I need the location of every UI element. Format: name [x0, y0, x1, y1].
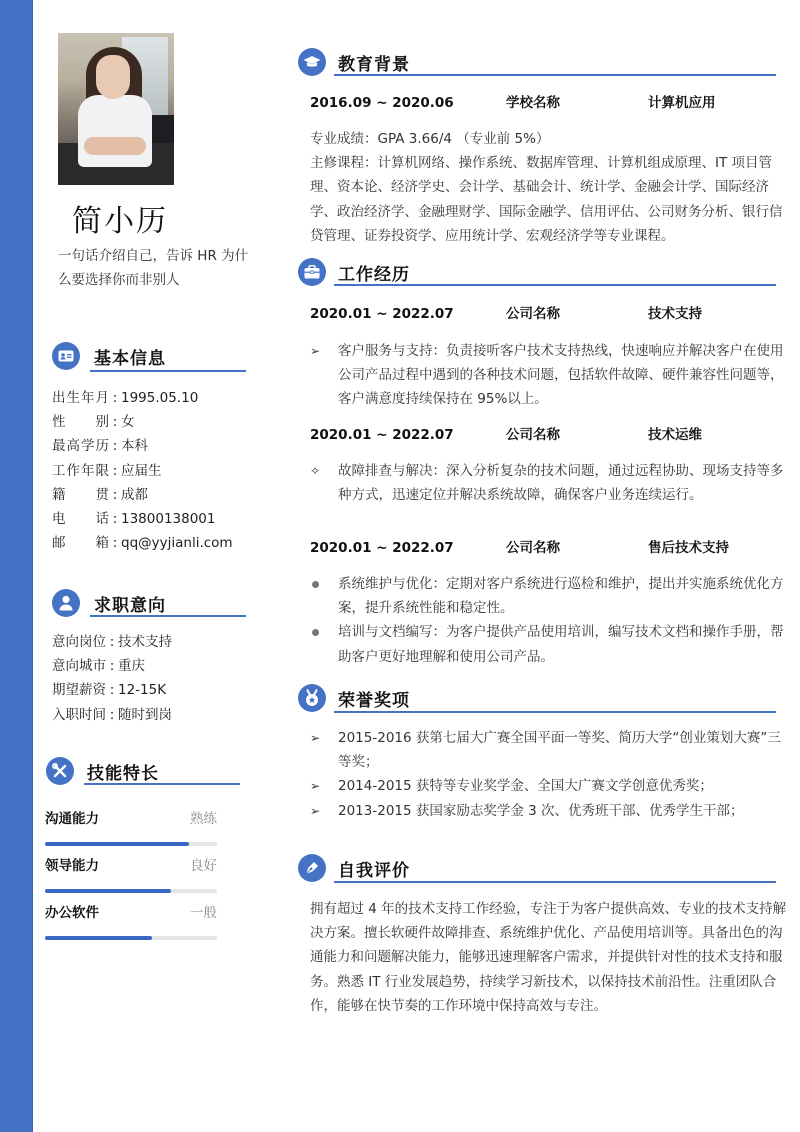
user-icon — [52, 589, 80, 617]
awards-title: 荣誉奖项 — [338, 690, 410, 711]
job-intent-underline — [90, 615, 246, 617]
profile-photo — [58, 33, 174, 185]
skill-name: 沟通能力 — [45, 811, 99, 827]
work-entry-header — [310, 424, 780, 446]
work-bullet — [310, 620, 788, 668]
company-name: 公司名称 — [506, 540, 560, 556]
skill-name: 办公软件 — [45, 905, 99, 921]
education-underline — [334, 74, 776, 76]
award-item — [310, 726, 788, 774]
field-value: 随时到岗 — [118, 706, 172, 723]
skill-item — [45, 902, 217, 940]
job-intent-heading — [52, 589, 166, 617]
skills-title: 技能特长 — [87, 763, 159, 784]
sidebar-accent-bar — [0, 0, 33, 1132]
tools-icon — [46, 757, 74, 785]
work-entry-bullets — [310, 572, 788, 669]
field-value: 13800138001 — [121, 511, 216, 528]
education-period: 2016.09 ~ 2020.06 — [310, 95, 454, 111]
field-label: 电话 — [52, 511, 109, 528]
arrow-bullet-icon: ➢ — [310, 779, 321, 794]
job-intent-list — [52, 630, 172, 727]
briefcase-icon — [298, 258, 326, 286]
bullet-text: 培训与文档编写：为客户提供产品使用培训，编写技术文档和操作手册，帮助客户更好地理解和使用公司产品。 — [338, 624, 784, 665]
award-item — [310, 774, 788, 798]
basic-info-row: 籍贯 : 成都 — [52, 483, 233, 507]
work-entry-bullets — [310, 339, 788, 412]
basic-info-heading — [52, 342, 166, 370]
education-details — [310, 127, 788, 248]
work-period: 2020.01 ~ 2022.07 — [310, 427, 454, 443]
work-entry-header — [310, 537, 780, 559]
candidate-name: 简小历 — [72, 204, 168, 239]
basic-info-row: 出生年月 : 1995.05.10 — [52, 386, 233, 410]
field-value: 1995.05.10 — [121, 390, 199, 406]
skill-item — [45, 808, 217, 846]
medal-icon — [298, 684, 326, 712]
skill-bar-track — [45, 889, 217, 893]
field-value: 本科 — [121, 438, 148, 455]
basic-info-row: 性别 : 女 — [52, 410, 233, 434]
bullet-text: 客户服务与支持：负责接听客户技术支持热线，快速响应并解决客户在使用公司产品过程中遇到的各种技术问题，包括软件故障、硬件兼容性问题等，客户满意度持续保持在 95%以上。 — [338, 343, 784, 408]
skills-underline — [84, 783, 240, 785]
photo-shirt — [78, 95, 152, 167]
skill-level: 一般 — [190, 905, 217, 921]
gpa-line: 专业成绩：GPA 3.66/4 （专业前 5%） — [310, 131, 550, 147]
field-label: 期望薪资 — [52, 682, 106, 699]
photo-arms — [84, 137, 146, 155]
basic-info-list — [52, 386, 233, 555]
job-intent-row: 意向岗位 : 技术支持 — [52, 630, 172, 654]
arrow-bullet-icon: ➢ — [310, 344, 321, 358]
self-eval-heading — [298, 854, 410, 882]
work-title: 工作经历 — [338, 264, 410, 285]
field-label: 性别 — [52, 414, 109, 431]
self-eval-underline — [334, 881, 776, 883]
skill-bar-track — [45, 842, 217, 846]
work-underline — [334, 284, 776, 286]
awards-list — [310, 726, 788, 823]
field-value: 12-15K — [118, 682, 167, 699]
work-heading — [298, 258, 410, 286]
basic-info-row: 电话 : 13800138001 — [52, 507, 233, 531]
basic-info-title: 基本信息 — [94, 348, 166, 369]
work-bullet — [310, 572, 788, 620]
bullet-text: 系统维护与优化：定期对客户系统进行巡检和维护，提出并实施系统优化方案，提升系统性能和稳定性。 — [338, 576, 784, 617]
field-value: 成都 — [121, 486, 148, 503]
field-label: 最高学历 — [52, 438, 109, 455]
education-heading — [298, 48, 410, 76]
company-name: 公司名称 — [506, 427, 560, 443]
job-role: 售后技术支持 — [648, 540, 729, 556]
work-entry-bullets — [310, 459, 788, 507]
job-intent-title: 求职意向 — [94, 595, 166, 616]
arrow-bullet-icon: ➢ — [310, 731, 321, 745]
field-label: 入职时间 — [52, 706, 106, 723]
job-intent-row: 入职时间 : 随时到岗 — [52, 703, 172, 727]
job-intent-row: 期望薪资 : 12-15K — [52, 678, 172, 702]
field-value: 技术支持 — [118, 634, 172, 650]
award-text: 2013-2015 获国家励志奖学金 3 次、优秀班干部、优秀学生干部； — [338, 802, 744, 819]
email-value[interactable]: qq@yyjianli.com — [121, 535, 233, 552]
basic-info-row: 工作年限 : 应届生 — [52, 459, 233, 483]
skill-item — [45, 855, 217, 893]
field-label: 工作年限 — [52, 462, 109, 479]
skill-bar-fill — [45, 842, 189, 846]
diamond-bullet-icon: ✧ — [310, 464, 321, 478]
field-value: 重庆 — [118, 658, 145, 675]
skill-bar-track — [45, 936, 217, 940]
field-label: 籍贯 — [52, 486, 109, 503]
dot-bullet-icon — [310, 572, 338, 620]
field-value: 应届生 — [121, 462, 162, 479]
field-label: 邮箱 — [52, 535, 109, 552]
candidate-intro: 一句话介绍自己，告诉 HR 为什么要选择你而非别人 — [58, 248, 249, 288]
education-entry-header — [310, 92, 780, 114]
basic-info-underline — [90, 370, 246, 372]
bullet-text: 故障排查与解决：深入分析复杂的技术问题，通过远程协助、现场支持等多种方式，迅速定位并解决系统故障，确保客户业务连续运行。 — [338, 463, 784, 504]
skill-bar-fill — [45, 889, 171, 893]
job-role: 技术支持 — [648, 306, 702, 322]
field-label: 出生年月 — [52, 390, 109, 406]
skill-level: 良好 — [190, 858, 217, 874]
work-bullet — [310, 339, 788, 412]
skill-name: 领导能力 — [45, 858, 99, 874]
basic-info-row: 最高学历 : 本科 — [52, 434, 233, 458]
job-intent-row: 意向城市 : 重庆 — [52, 654, 172, 678]
work-entry-header — [310, 303, 780, 325]
awards-heading — [298, 684, 410, 712]
self-eval-text: 拥有超过 4 年的技术支持工作经验，专注于为客户提供高效、专业的技术支持解决方案。擅长软硬件故障排查、系统维护优化、产品使用培训等。具备出色的沟通能力和问题解决能力，能够迅速理解客户需求，并提供针对性的技术支持和服务。熟悉 IT 行业发展趋势，持续学习新技术，以保持技术前沿性。注重团队合作，能够在快节奏的工作环境中保持高效与专注。 — [310, 901, 787, 1014]
work-period: 2020.01 ~ 2022.07 — [310, 540, 454, 556]
major-name: 计算机应用 — [648, 95, 716, 111]
job-role: 技术运维 — [648, 427, 702, 443]
dot-bullet-icon — [310, 620, 338, 668]
skill-level: 熟练 — [190, 811, 217, 827]
basic-info-row: 邮箱 : qq@yyjianli.com — [52, 531, 233, 555]
self-eval-title: 自我评价 — [338, 860, 410, 881]
skills-list — [45, 808, 217, 949]
awards-underline — [334, 711, 776, 713]
skill-bar-fill — [45, 936, 152, 940]
arrow-bullet-icon: ➢ — [310, 803, 321, 818]
award-text: 2014-2015 获特等专业奖学金、全国大广赛文学创意优秀奖； — [338, 778, 713, 795]
pen-nib-icon — [298, 854, 326, 882]
school-name: 学校名称 — [506, 95, 560, 111]
award-item — [310, 799, 788, 823]
company-name: 公司名称 — [506, 306, 560, 322]
work-bullet — [310, 459, 788, 507]
field-label: 意向城市 — [52, 658, 106, 675]
graduation-cap-icon — [298, 48, 326, 76]
photo-face — [96, 55, 130, 99]
education-title: 教育背景 — [338, 54, 410, 75]
field-value: 女 — [121, 414, 135, 431]
field-label: 意向岗位 — [52, 634, 106, 650]
courses-line: 主修课程：计算机网络、操作系统、数据库管理、计算机组成原理、IT 项目管理、资本论、经济学史、会计学、基础会计、统计学、金融会计学、国际经济学、政治经济学、金融理财学、国际金融学、信用评估、公司财务分析、银行信贷管理、证券投资学、应用统计学、宏观经济学等专业课程。 — [310, 155, 783, 244]
skills-heading — [46, 757, 159, 785]
work-period: 2020.01 ~ 2022.07 — [310, 306, 454, 322]
id-card-icon — [52, 342, 80, 370]
award-text: 2015-2016 获第七届大广赛全国平面一等奖、简历大学“创业策划大赛”三等奖； — [338, 730, 781, 771]
